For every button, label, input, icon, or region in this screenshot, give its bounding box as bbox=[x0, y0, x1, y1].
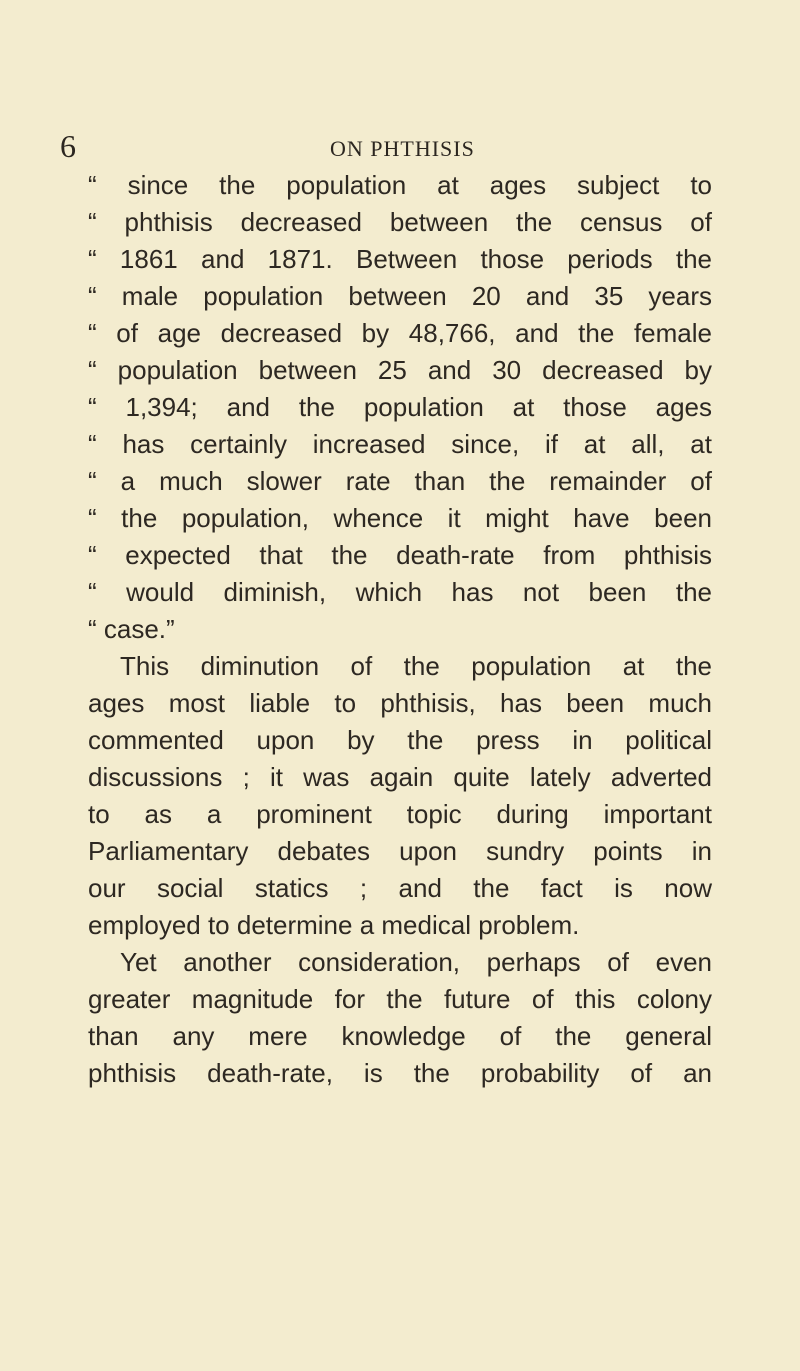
text-line bbox=[88, 466, 712, 496]
text-line bbox=[88, 244, 712, 274]
line-text: ages most liable to phthisis, has been much bbox=[88, 688, 712, 718]
text-line bbox=[88, 1058, 712, 1088]
line-text: “ 1,394; and the population at those ages bbox=[88, 392, 712, 422]
line-text: greater magnitude for the future of this colony bbox=[88, 984, 712, 1014]
line-text: our social statics ; and the fact is now bbox=[88, 873, 712, 903]
text-line bbox=[88, 281, 712, 311]
text-line bbox=[88, 725, 712, 755]
text-line bbox=[88, 207, 712, 237]
text-line bbox=[88, 170, 712, 200]
running-head: ON PHTHISIS bbox=[330, 136, 475, 161]
line-text: “ case.” bbox=[88, 614, 175, 644]
text-line bbox=[88, 836, 712, 866]
text-line bbox=[88, 873, 712, 903]
line-text: “ since the population at ages subject to bbox=[88, 170, 712, 200]
line-text: employed to determine a medical problem. bbox=[88, 910, 580, 940]
text-line bbox=[88, 762, 712, 792]
line-text: “ of age decreased by 48,766, and the female bbox=[88, 318, 712, 348]
text-line bbox=[88, 429, 712, 459]
line-text: “ male population between 20 and 35 years bbox=[88, 281, 712, 311]
text-line bbox=[88, 910, 579, 940]
text-line bbox=[120, 947, 712, 977]
line-text: “ 1861 and 1871. Between those periods the bbox=[88, 244, 712, 274]
text-line bbox=[88, 355, 712, 385]
text-line bbox=[120, 651, 712, 681]
line-text: “ phthisis decreased between the census of bbox=[88, 207, 712, 237]
line-text: “ would diminish, which has not been the bbox=[88, 577, 712, 607]
line-text: “ has certainly increased since, if at all, at bbox=[88, 429, 712, 459]
line-text: Parliamentary debates upon sundry points in bbox=[88, 836, 712, 866]
line-text: Yet another consideration, perhaps of even bbox=[120, 947, 712, 977]
text-line bbox=[88, 392, 712, 422]
text-line bbox=[88, 503, 712, 533]
line-text: to as a prominent topic during important bbox=[88, 799, 712, 829]
text-line bbox=[88, 540, 712, 570]
text-line bbox=[88, 318, 712, 348]
line-text: “ population between 25 and 30 decreased by bbox=[88, 355, 712, 385]
line-text: commented upon by the press in political bbox=[88, 725, 712, 755]
line-text: discussions ; it was again quite lately adverted bbox=[88, 762, 712, 792]
text-line bbox=[88, 688, 712, 718]
line-text: than any mere knowledge of the general bbox=[88, 1021, 712, 1051]
page-number: 6 bbox=[60, 128, 76, 164]
text-line bbox=[88, 984, 712, 1014]
text-line bbox=[88, 1021, 712, 1051]
line-text: This diminution of the population at the bbox=[120, 651, 712, 681]
line-text: “ expected that the death-rate from phthisis bbox=[88, 540, 712, 570]
text-line bbox=[88, 614, 175, 644]
line-text: “ a much slower rate than the remainder of bbox=[88, 466, 712, 496]
line-text: phthisis death-rate, is the probability of an bbox=[88, 1058, 712, 1088]
line-text: “ the population, whence it might have been bbox=[88, 503, 712, 533]
text-line bbox=[88, 799, 712, 829]
text-line bbox=[88, 577, 712, 607]
